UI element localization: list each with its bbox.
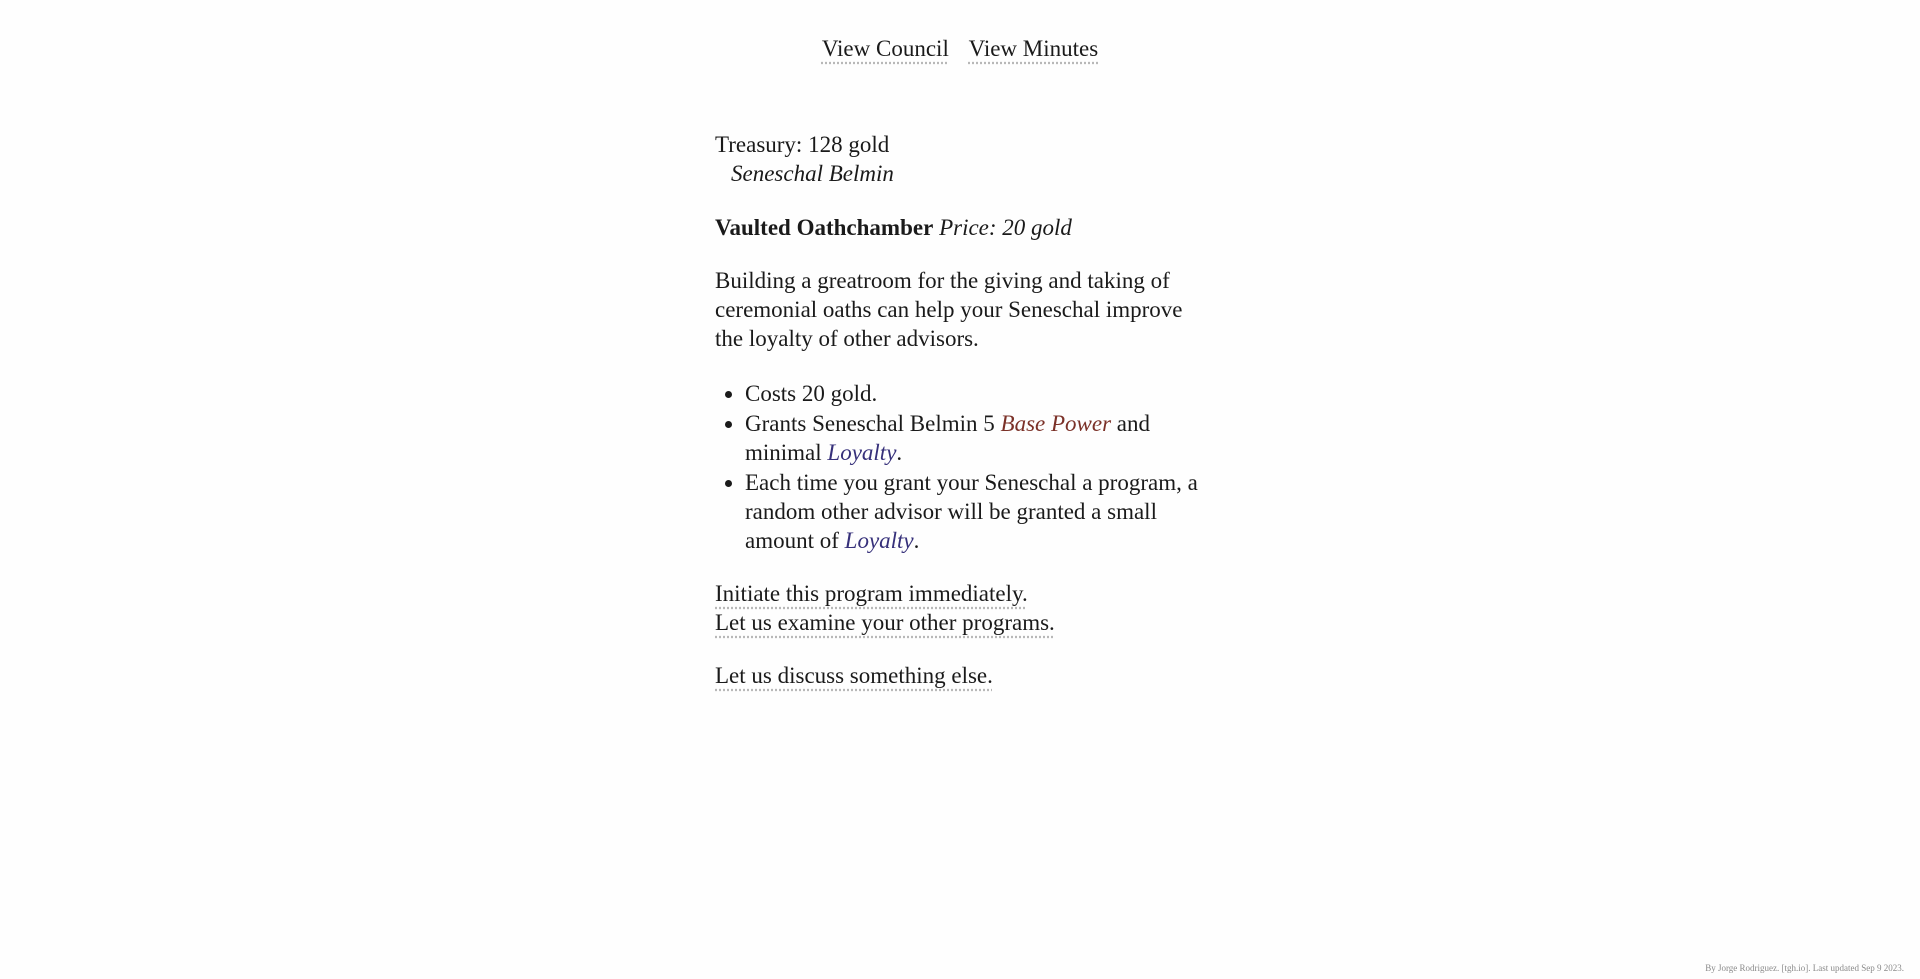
treasury-status: Treasury: 128 gold bbox=[715, 132, 890, 157]
effect-grant bbox=[745, 409, 1205, 467]
program-price: Price: 20 gold bbox=[939, 215, 1072, 240]
loyalty-term: Loyalty bbox=[827, 440, 897, 465]
program-name: Vaulted Oathchamber bbox=[715, 215, 934, 240]
effect-grant-prefix: Grants Seneschal Belmin 5 bbox=[745, 411, 1001, 436]
base-power-term: Base Power bbox=[1000, 411, 1112, 436]
program-actions bbox=[715, 579, 1205, 637]
examine-programs-link[interactable]: Let us examine your other programs. bbox=[715, 610, 1055, 635]
effect-cost-text: Costs 20 gold. bbox=[745, 381, 878, 406]
program-heading bbox=[715, 213, 1205, 242]
top-nav bbox=[0, 36, 1920, 62]
advisor-name: Seneschal Belmin bbox=[731, 161, 894, 186]
effect-bonus bbox=[745, 468, 1205, 555]
other-actions bbox=[715, 661, 1205, 690]
main-content bbox=[715, 130, 1205, 690]
loyalty-term: Loyalty bbox=[844, 528, 914, 553]
footer-credit: By Jorge Rodriguez. [tgh.io]. Last updated Sep 9 2023. bbox=[1705, 963, 1904, 973]
effect-bonus-prefix: Each time you grant your Seneschal a program, a random other advisor will be granted a small amount of bbox=[745, 470, 1198, 553]
effect-grant-middle: and minimal bbox=[745, 411, 1150, 465]
program-description: Building a greatroom for the giving and taking of ceremonial oaths can help your Seneschal improve the loyalty of other advisors. bbox=[715, 268, 1183, 351]
initiate-program-link[interactable]: Initiate this program immediately. bbox=[715, 581, 1028, 606]
effect-bonus-suffix: . bbox=[913, 528, 920, 553]
view-minutes-link[interactable]: View Minutes bbox=[968, 36, 1099, 61]
view-council-link[interactable]: View Council bbox=[821, 36, 949, 61]
program-effects-list bbox=[715, 379, 1205, 555]
effect-cost bbox=[745, 379, 1205, 408]
discuss-else-link[interactable]: Let us discuss something else. bbox=[715, 663, 993, 688]
effect-grant-suffix: . bbox=[896, 440, 903, 465]
